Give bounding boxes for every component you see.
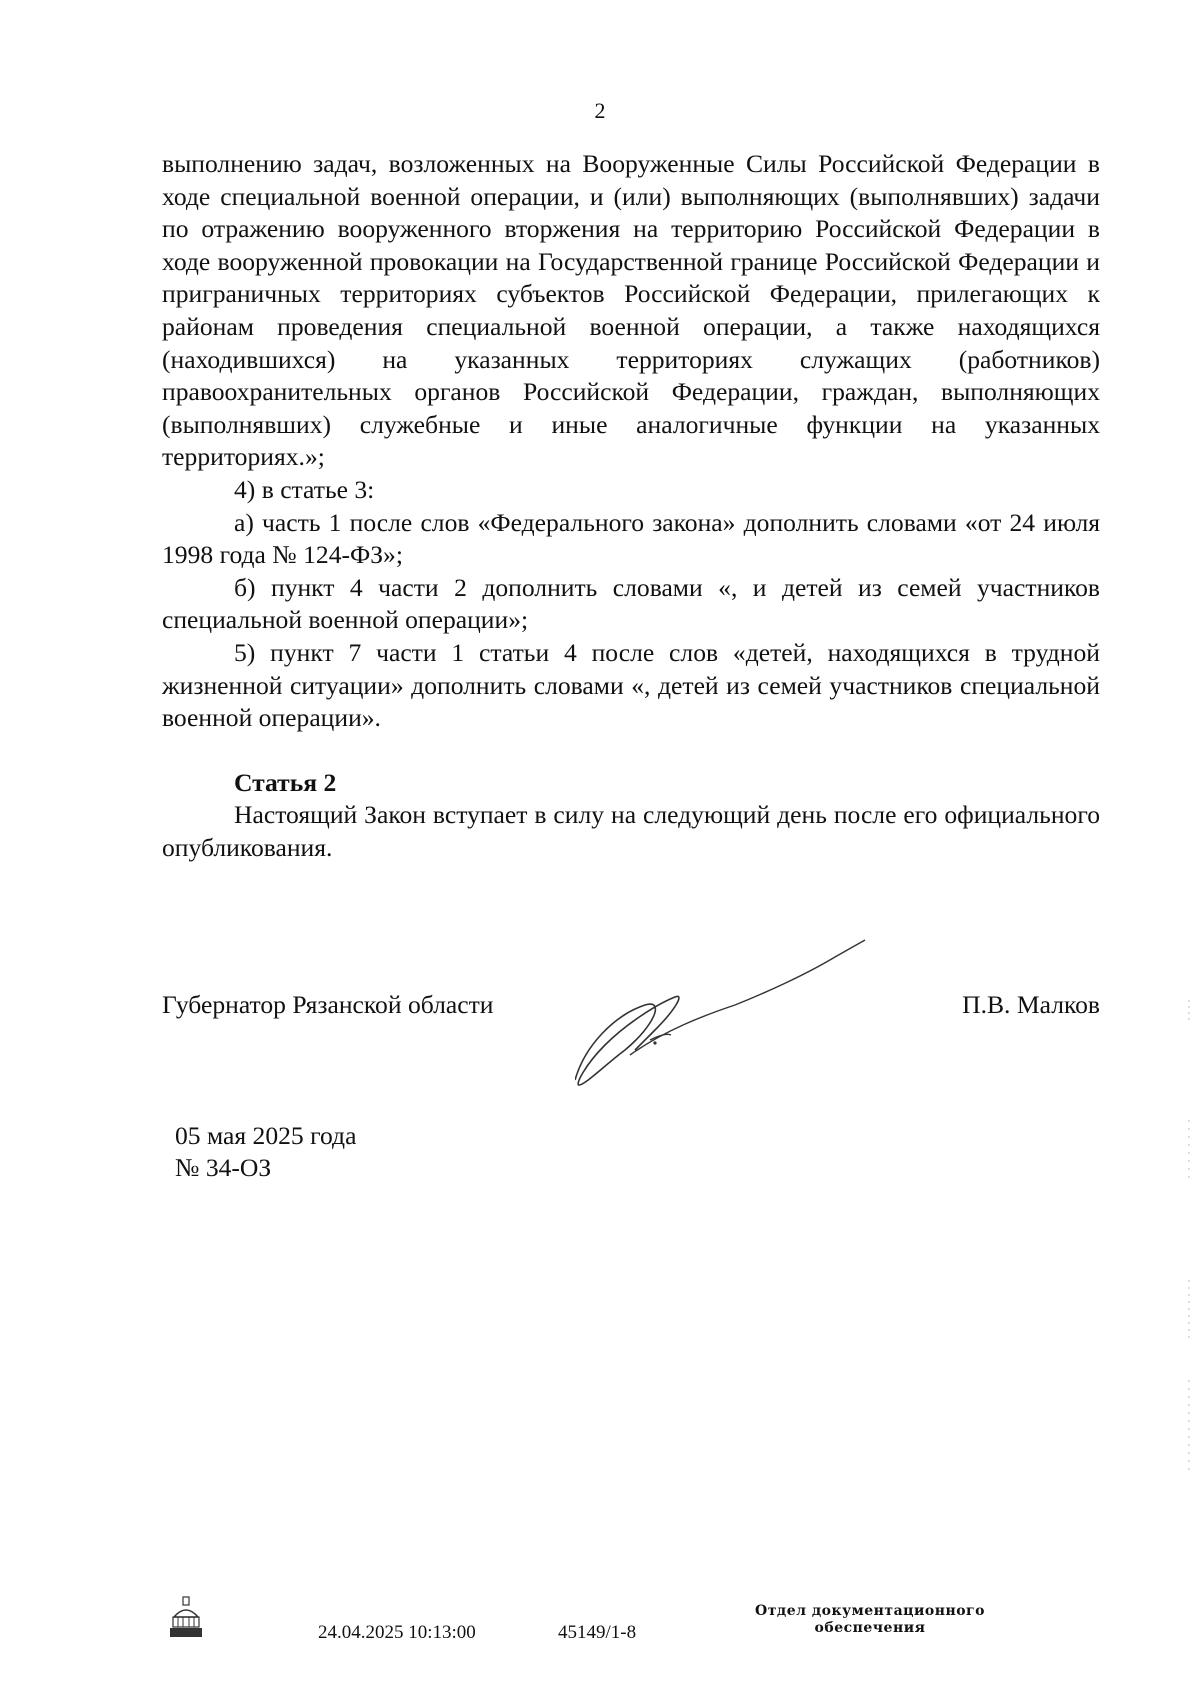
signatory-name: П.В. Малков <box>962 990 1100 1019</box>
article-2-heading: Статья 2 <box>234 767 337 797</box>
paragraph-item-4a: а) часть 1 после слов «Федерального закона» дополнить словами «от 24 июля 1998 года № 124-ФЗ»; <box>162 507 1100 570</box>
department-stamp <box>735 1603 1005 1637</box>
law-date-block <box>175 1120 356 1184</box>
law-date: 05 мая 2025 года <box>175 1121 357 1150</box>
article-2-text: Настоящий Закон вступает в силу на следующий день после его официального опубликования. <box>162 800 1100 862</box>
signatory-position: Губернатор Рязанской области <box>162 990 494 1019</box>
paragraph-item-5: 5) пункт 7 части 1 статьи 4 после слов «детей, находящихся в трудной жизненной ситуации» дополнить словами «, детей из семей участников специальной военной операции». <box>162 637 1100 733</box>
scan-edge-marks <box>1186 1000 1192 1560</box>
paragraph-item-4: 4) в статье 3: <box>234 474 375 504</box>
stamp-line-1: Отдел документационного <box>755 1603 985 1619</box>
page-number: 2 <box>594 98 606 123</box>
stamp-line-2: обеспечения <box>814 1620 926 1636</box>
law-number: № 34-ОЗ <box>175 1153 272 1182</box>
paragraph-item-4b: б) пункт 4 части 2 дополнить словами «, и детей из семей участников специальной военной операции»; <box>162 572 1100 635</box>
paragraph-continuation: выполнению задач, возложенных на Вооруженные Силы Российской Федерации в ходе специальной военной операции, и (или) выполняющих (выполнявших) задачи по отражению вооруженного вторжения на территорию Российской Федерации в ходе вооруженной провокации на Государственной границе Российской Федерации и приграничных территориях субъектов Российской Федерации, прилегающих к районам проведения специальной военной операции, а также находящихся (находившихся) на указанных территориях служащих (работников) правоохранительных органов Российской Федерации, граждан, выполняющих (выполнявших) служебные и иные аналогичные функции на указанных территориях.»; <box>162 149 1100 472</box>
document-body <box>162 148 1100 864</box>
footer-document-code: 45149/1-8 <box>558 1622 637 1643</box>
footer-timestamp: 24.04.2025 10:13:00 <box>318 1622 476 1643</box>
duma-logo-icon <box>168 1595 204 1639</box>
handwritten-signature <box>575 935 875 1115</box>
